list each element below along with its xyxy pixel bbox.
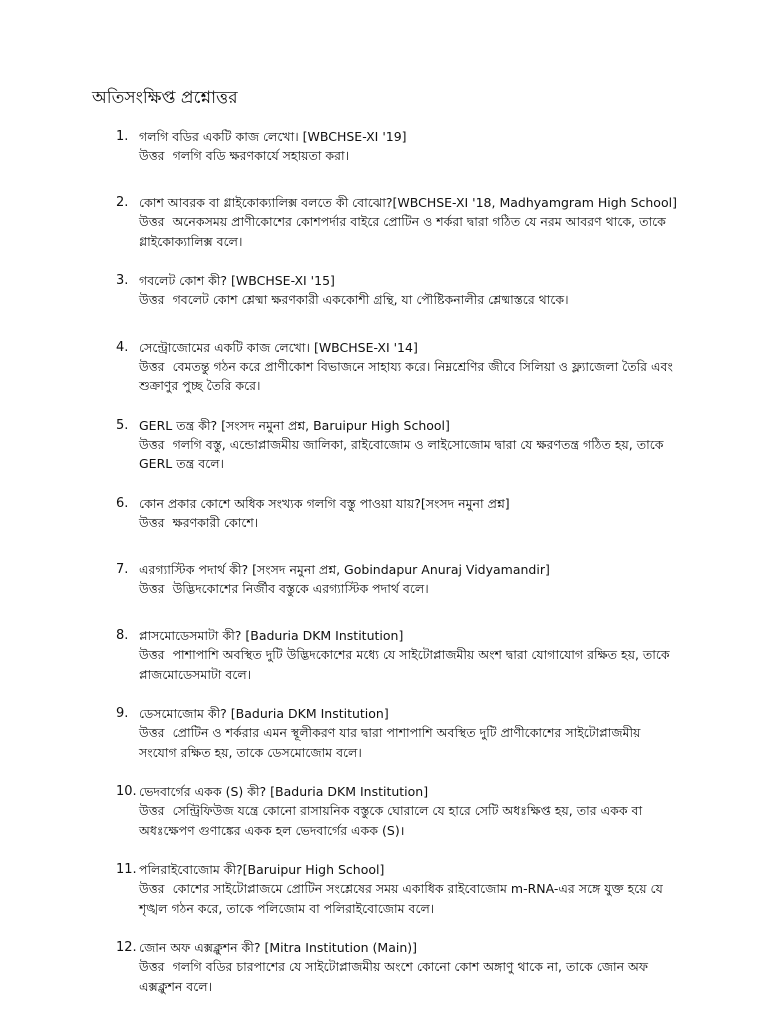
question-text: গবলেট কোশ কী? [WBCHSE-XI '15] (139, 273, 335, 289)
document-title: অতিসংক্ষিপ্ত প্রশ্নোত্তর (92, 88, 238, 108)
qa-item-2 (0, 193, 768, 271)
question-text: GERL তন্ত্র কী? [সংসদ নমুনা প্রশ্ন, Baruipur High School] (139, 417, 450, 433)
question-number: 7. (116, 561, 129, 577)
qa-list (0, 127, 768, 1016)
answer-text: গলগি বস্তু, এন্ডোপ্লাজমীয় জালিকা, রাইবোজোম ও লাইসোজোম দ্বারা যে ক্ষরণতন্ত্র গঠিত হয়, তাকে GERL তন্ত্র বলে। (139, 436, 664, 472)
qa-item-5 (0, 416, 768, 494)
question-number: 9. (116, 706, 129, 722)
answer-text: পাশাপাশি অবস্থিত দুটি উদ্ভিদকোশের মধ্যে যে সাইটোপ্লাজমীয় অংশ দ্বারা যোগাযোগ রক্ষিত হয়, তাকে প্লাজমোডেসমাটা বলে। (139, 647, 670, 682)
answer-label: উত্তর (139, 292, 165, 308)
question-number: 3. (116, 273, 129, 289)
answer (139, 579, 679, 599)
question-text: জোন অফ এক্সক্লুশন কী? [Mitra Institution (Main)] (139, 940, 418, 956)
question-text: গলগি বডির একটি কাজ লেখো। [WBCHSE-XI '19] (139, 129, 407, 144)
answer (139, 212, 679, 251)
qa-item-1 (0, 127, 768, 193)
answer (139, 879, 679, 918)
question-number: 10. (116, 784, 137, 800)
answer-text: উদ্ভিদকোশের নির্জীব বস্তুকে এরগ্যাস্টিক পদার্থ বলে। (172, 580, 429, 596)
answer-label: উত্তর (139, 647, 165, 663)
answer (139, 290, 679, 310)
answer-label: উত্তর (139, 881, 165, 897)
answer (139, 645, 679, 684)
answer (139, 723, 679, 762)
question-text: এরগ্যাস্টিক পদার্থ কী? [সংসদ নমুনা প্রশ্ন, Gobindapur Anuraj Vidyamandir] (139, 561, 550, 577)
question-number: 5. (116, 417, 129, 433)
answer (139, 957, 679, 996)
answer (139, 801, 679, 840)
answer-text: প্রোটিন ও শর্করার এমন স্থূলীকরণ যার দ্বারা পাশাপাশি অবস্থিত দুটি প্রাণীকোশের সাইটোপ্লাজমীয় সংযোগ রক্ষিত হয়, তাকে ডেসমোজোম বলে। (139, 725, 641, 760)
answer-text: সেন্ট্রিফিউজ যন্ত্রে কোনো রাসায়নিক বস্তুকে ঘোরালে যে হারে সেটি অধঃক্ষিপ্ত হয়, তার একক বা অধঃক্ষেপণ গুণাঙ্কের একক হল ভেদবার্গের একক (S)। (139, 803, 643, 838)
question-text: ডেসমোজোম কী? [Baduria DKM Institution] (139, 706, 389, 722)
question-text: কোন প্রকার কোশে অধিক সংখ্যক গলগি বস্তু পাওয়া যায়?[সংসদ নমুনা প্রশ্ন] (139, 495, 510, 511)
question-text: সেন্ট্রোজোমের একটি কাজ লেখো। [WBCHSE-XI '14] (139, 339, 418, 355)
question-number: 2. (116, 195, 129, 211)
answer-label: উত্তর (139, 959, 165, 975)
question-text: পলিরাইবোজোম কী?[Baruipur High School] (139, 862, 385, 878)
answer-label: উত্তর (139, 580, 165, 596)
qa-item-11 (0, 860, 768, 938)
answer-label: উত্তর (139, 725, 165, 741)
qa-item-6 (0, 494, 768, 560)
answer-label: উত্তর (139, 436, 165, 452)
answer-text: ক্ষরণকারী কোশে। (172, 514, 259, 530)
answer-text: কোশের সাইটোপ্লাজমে প্রোটিন সংশ্লেষের সময় একাধিক রাইবোজোম m-RNA-এর সঙ্গে যুক্ত হয়ে যে শৃঙ্খল গঠন করে, তাকে পলিজোম বা পলিরাইবোজোম বলে। (139, 881, 663, 916)
answer-label: উত্তর (139, 148, 165, 163)
question-number: 6. (116, 495, 129, 511)
answer (139, 146, 679, 166)
answer-label: উত্তর (139, 514, 165, 530)
question-text: প্লাসমোডেসমাটা কী? [Baduria DKM Institution] (139, 628, 404, 644)
qa-item-8 (0, 626, 768, 704)
question-text: কোশ আবরক বা গ্লাইকোক্যালিক্স বলতে কী বোঝো?[WBCHSE-XI '18, Madhyamgram High School] (139, 195, 677, 211)
answer-text: গলগি বডি ক্ষরণকার্যে সহায়তা করা। (172, 148, 350, 163)
answer-label: উত্তর (139, 214, 165, 230)
answer-label: উত্তর (139, 358, 165, 374)
answer-text: অনেকসময় প্রাণীকোশের কোশপর্দার বাইরে প্রোটিন ও শর্করা দ্বারা গঠিত যে নরম আবরণ থাকে, তাকে গ্লাইকোক্যালিক্স বলে। (139, 214, 666, 249)
question-text: ভেদবার্গের একক (S) কী? [Baduria DKM Institution] (139, 784, 429, 800)
answer (139, 357, 679, 396)
qa-item-4 (0, 338, 768, 416)
question-number: 8. (116, 628, 129, 644)
qa-item-7 (0, 560, 768, 626)
qa-item-10 (0, 782, 768, 860)
answer-text: গবলেট কোশ শ্লেষ্মা ক্ষরণকারী এককোশী গ্রন্থি, যা পৌষ্টিকনালীর শ্লেষ্মাস্তরে থাকে। (172, 292, 569, 308)
answer-text: বেমতন্তু গঠন করে প্রাণীকোশ বিভাজনে সাহায্য করে। নিম্নশ্রেণির জীবে সিলিয়া ও ফ্ল্যাজেলা তৈরি এবং শুক্রাণুর পুচ্ছ তৈরি করে। (139, 358, 673, 394)
answer-label: উত্তর (139, 803, 165, 819)
question-number: 12. (116, 940, 137, 956)
answer (139, 435, 679, 474)
qa-item-9 (0, 704, 768, 782)
question-number: 11. (116, 862, 137, 878)
qa-item-3 (0, 271, 768, 337)
answer (139, 513, 679, 533)
qa-item-12 (0, 938, 768, 1016)
question-number: 4. (116, 339, 129, 355)
answer-text: গলগি বডির চারপাশের যে সাইটোপ্লাজমীয় অংশে কোনো কোশ অঙ্গাণু থাকে না, তাকে জোন অফ এক্সক্লুশন বলে। (139, 959, 649, 994)
question-number: 1. (116, 129, 129, 144)
